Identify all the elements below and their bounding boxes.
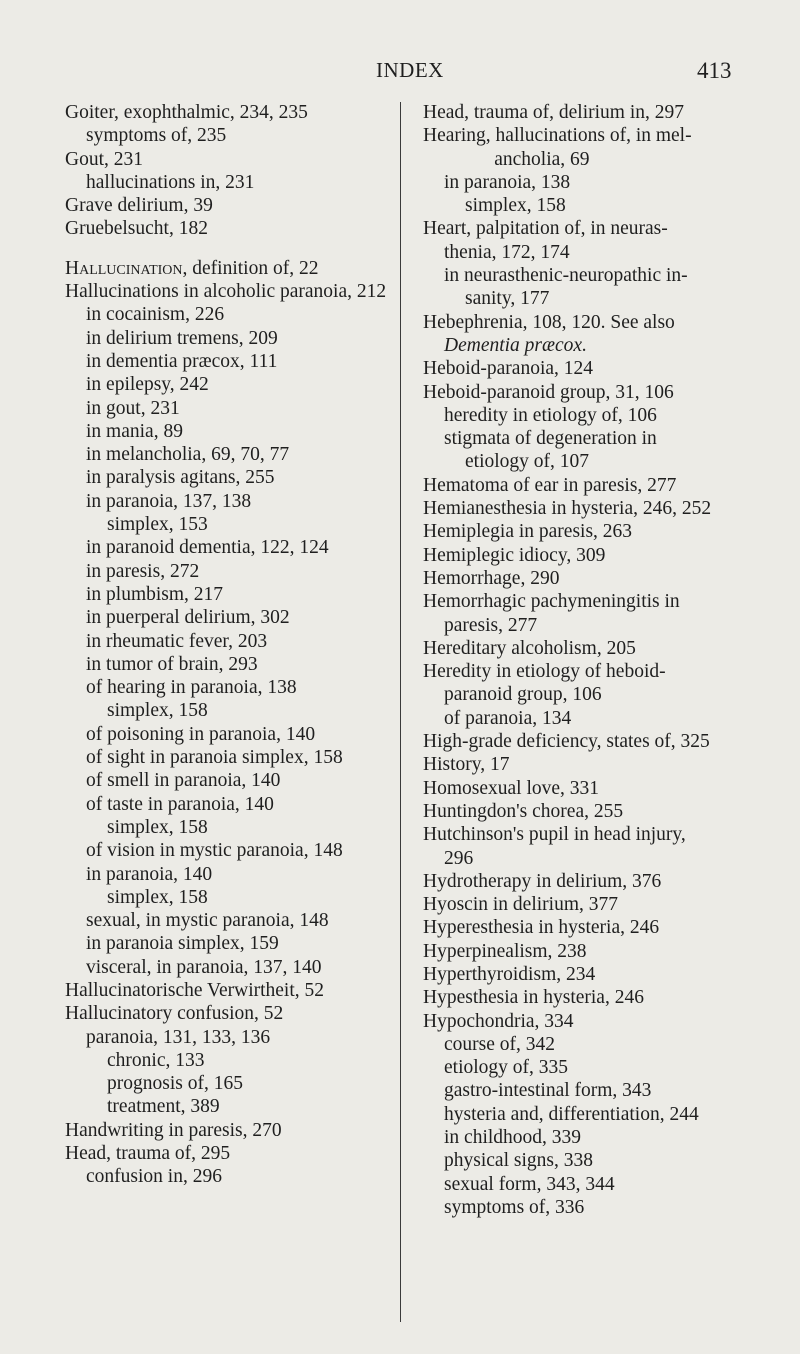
- index-entry: Head, trauma of, 295: [65, 1143, 231, 1165]
- index-subentry: hallucinations in, 231: [86, 171, 255, 193]
- column-divider: [400, 102, 401, 1322]
- index-subentry: simplex, 158: [465, 195, 566, 217]
- index-subentry: heredity in etiology of, 106: [444, 404, 657, 426]
- index-subentry: in gout, 231: [86, 397, 180, 419]
- index-entry: Hyoscin in delirium, 377: [423, 894, 618, 916]
- cross-reference: Dementia præcox.: [444, 334, 587, 356]
- index-entry: Hemorrhagic pachymeningitis in paresis, 277: [423, 591, 680, 636]
- index-subentry: etiology of, 335: [444, 1057, 569, 1079]
- index-subentry: physical signs, 338: [444, 1150, 593, 1172]
- index-subentry: in paranoia simplex, 159: [86, 933, 279, 955]
- index-subentry: simplex, 158: [107, 700, 208, 722]
- index-entry: Hallucinations in alcoholic paranoia, 212: [65, 281, 387, 303]
- index-subentry: of vision in mystic paranoia, 148: [86, 840, 343, 862]
- index-subentry: in delirium tremens, 209: [86, 327, 278, 349]
- index-entry: Hereditary alcoholism, 205: [423, 637, 636, 659]
- index-subentry: in plumbism, 217: [86, 583, 224, 605]
- index-entry: Huntingdon's chorea, 255: [423, 800, 624, 822]
- index-subentry: hysteria and, differentiation, 244: [444, 1103, 699, 1125]
- index-subentry: in mania, 89: [86, 420, 183, 442]
- index-subentry: sexual, in mystic paranoia, 148: [86, 910, 329, 932]
- index-subentry: visceral, in paranoia, 137, 140: [86, 956, 322, 978]
- index-subentry: in dementia præcox, 111: [86, 350, 278, 372]
- index-entry: Gout, 231: [65, 148, 143, 170]
- index-entry: Grave delirium, 39: [65, 195, 213, 217]
- index-subentry: treatment, 389: [107, 1096, 220, 1118]
- index-subentry: simplex, 158: [107, 816, 208, 838]
- index-entry: Hearing, hallucinations of, in mel- ​ ancholia, 69: [423, 125, 692, 170]
- index-subentry: symptoms of, 336: [444, 1196, 585, 1218]
- index-subentry: in paranoia, 140: [86, 863, 213, 885]
- index-entry: Hallucinatory confusion, 52: [65, 1003, 284, 1025]
- index-entry: Handwriting in paresis, 270: [65, 1119, 282, 1141]
- index-entry: Gruebelsucht, 182: [65, 218, 208, 240]
- running-head-title: INDEX: [376, 58, 444, 82]
- index-subentry: in paralysis agitans, 255: [86, 467, 275, 489]
- index-subentry: paranoia, 131, 133, 136: [86, 1026, 271, 1048]
- index-subentry: simplex, 158: [107, 886, 208, 908]
- index-subentry: of paranoia, 134: [444, 707, 572, 729]
- index-entry: Head, trauma of, delirium in, 297: [423, 102, 685, 123]
- index-entry: Hypochondria, 334: [423, 1010, 574, 1032]
- index-entry: High-grade deficiency, states of, 325: [423, 731, 710, 753]
- headword-small-caps: Hallucination: [65, 257, 183, 279]
- index-subentry: chronic, 133: [107, 1049, 205, 1071]
- left-index-column: [65, 101, 397, 1189]
- index-subentry: in paresis, 272: [86, 560, 200, 582]
- index-entry: Hyperesthesia in hysteria, 246: [423, 917, 660, 939]
- index-entry: Hemiplegia in paresis, 263: [423, 521, 633, 543]
- index-entry: Heboid-paranoia, 124: [423, 358, 594, 380]
- index-subentry: in neurasthenic-neuropathic in- sanity, 177: [444, 265, 688, 310]
- index-subentry: of poisoning in paranoia, 140: [86, 723, 316, 745]
- index-subentry: symptoms of, 235: [86, 125, 227, 147]
- index-subentry: in epilepsy, 242: [86, 374, 209, 396]
- index-entry: Hutchinson's pupil in head injury, 296: [423, 824, 686, 869]
- index-entry: Hypesthesia in hysteria, 246: [423, 987, 644, 1009]
- index-subentry: stigmata of degeneration in etiology of, 107: [444, 428, 657, 473]
- index-subentry: sexual form, 343, 344: [444, 1173, 615, 1195]
- index-entry: Heredity in etiology of heboid- paranoid group, 106: [423, 661, 666, 706]
- index-subentry: confusion in, 296: [86, 1166, 222, 1188]
- index-entry-hallucination: Hallucination, definition of, 22: [65, 257, 319, 279]
- index-entry: Hyperpinealism, 238: [423, 940, 587, 962]
- index-subentry: of sight in paranoia simplex, 158: [86, 747, 343, 769]
- index-entry: Hematoma of ear in paresis, 277: [423, 474, 677, 496]
- index-subentry: in childhood, 339: [444, 1127, 582, 1149]
- index-entry: Heboid-paranoid group, 31, 106: [423, 381, 674, 403]
- index-entry: Hydrotherapy in delirium, 376: [423, 870, 662, 892]
- index-entry: Hallucinatorische Verwirtheit, 52: [65, 979, 325, 1001]
- index-subentry: gastro-intestinal form, 343: [444, 1080, 652, 1102]
- index-subentry: prognosis of, 165: [107, 1073, 243, 1095]
- index-subentry: in tumor of brain, 293: [86, 653, 258, 675]
- index-subentry: of hearing in paranoia, 138: [86, 677, 297, 699]
- right-index-column: [423, 101, 741, 1219]
- index-subentry: in paranoid dementia, 122, 124: [86, 537, 329, 559]
- index-subentry: course of, 342: [444, 1033, 556, 1055]
- index-entry: Hebephrenia, 108, 120. See also Dementia præcox.: [423, 311, 675, 356]
- index-subentry: in paranoia, 137, 138: [86, 490, 252, 512]
- index-subentry: in puerperal delirium, 302: [86, 607, 290, 629]
- index-entry: History, 17: [423, 754, 510, 776]
- index-entry: Heart, palpitation of, in neuras- thenia, 172, 174: [423, 218, 668, 263]
- index-subentry: simplex, 153: [107, 514, 208, 536]
- index-entry: Hemiplegic idiocy, 309: [423, 544, 606, 566]
- index-subentry: in paranoia, 138: [444, 171, 571, 193]
- page-number: 413: [697, 58, 732, 83]
- index-entry: Homosexual love, 331: [423, 777, 600, 799]
- running-head: [0, 58, 800, 88]
- index-subentry: in melancholia, 69, 70, 77: [86, 444, 290, 466]
- index-subentry: in rheumatic fever, 203: [86, 630, 268, 652]
- index-subentry: in cocainism, 226: [86, 304, 225, 326]
- index-entry: Hyperthyroidism, 234: [423, 963, 596, 985]
- index-entry: Hemianesthesia in hysteria, 246, 252: [423, 498, 712, 520]
- index-subentry: of taste in paranoia, 140: [86, 793, 274, 815]
- index-entry: Hemorrhage, 290: [423, 567, 560, 589]
- index-entry: Goiter, exophthalmic, 234, 235: [65, 102, 308, 123]
- index-subentry: of smell in paranoia, 140: [86, 770, 281, 792]
